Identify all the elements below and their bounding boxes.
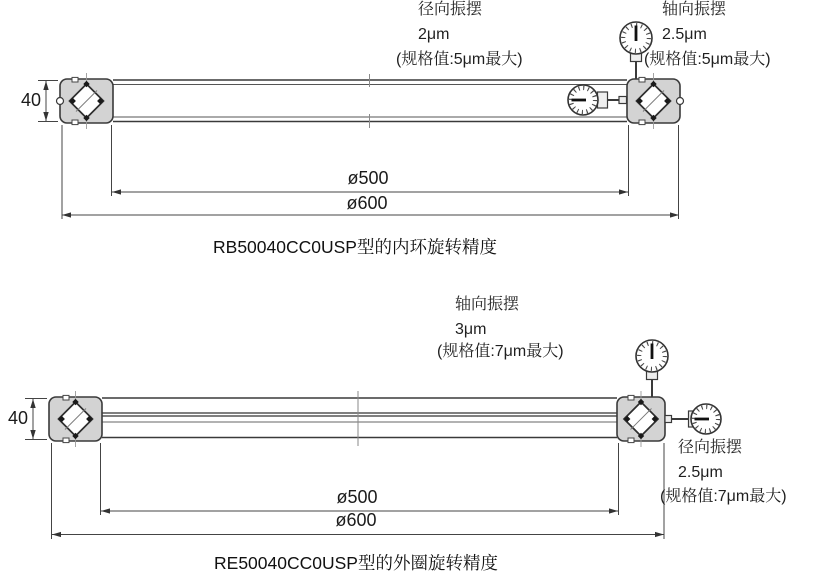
fig1-axial-runout-label: 轴向振摆 [662,1,727,18]
fig2-radial-runout-spec: (规格值:7μm最大) [660,488,787,505]
bearing-section-right [617,391,665,447]
fig1-inner-diameter-label: ø500 [347,168,389,188]
fig2-outer-diameter-label: ø600 [335,510,377,530]
edge-notch-icon [63,438,69,443]
fig1-caption: RB50040CC0USP型的内环旋转精度 [213,237,497,257]
fig2-radial-runout-value: 2.5μm [678,464,723,481]
fig1-radial-runout-label: 径向振摆 [418,1,483,18]
fig2-axial-runout-label: 轴向振摆 [455,296,520,313]
radial-dial-indicator-icon [665,404,721,434]
edge-notch-icon [639,120,645,125]
edge-notch-icon [639,77,645,82]
edge-notch-icon [72,77,78,82]
ring-band [113,74,627,128]
axial-dial-indicator-icon [636,340,668,397]
edge-notch-icon [63,395,69,400]
split-notch-icon [677,98,684,105]
bearing-section-left [49,391,102,447]
ring-band [102,391,617,446]
fig1-outer-diameter-label: ø600 [346,193,388,213]
fig2-width-dim-label: 40 [8,408,29,428]
fig1-radial-runout-value: 2μm [418,26,450,43]
fig2-inner-diameter-label: ø500 [336,487,378,507]
fig2-axial-runout-spec: (规格值:7μm最大) [437,343,564,360]
fig1-axial-runout-spec: (规格值:5μm最大) [644,51,771,68]
fig1-width-dim-label: 40 [21,90,42,110]
bearing-section-left [57,73,114,129]
fig2-axial-runout-value: 3μm [455,321,487,338]
edge-notch-icon [628,438,634,443]
edge-notch-icon [72,120,78,125]
fig2-radial-runout-label: 径向振摆 [678,439,743,456]
radial-dial-indicator-icon [568,85,627,115]
fig1-radial-runout-spec: (规格值:5μm最大) [396,51,523,68]
bearing-section-right [627,73,684,129]
fig1-axial-runout-value: 2.5μm [662,26,707,43]
fig2-caption: RE50040CC0USP型的外圈旋转精度 [214,553,498,573]
split-notch-icon [57,98,64,105]
width-dimension [25,399,47,440]
edge-notch-icon [628,395,634,400]
